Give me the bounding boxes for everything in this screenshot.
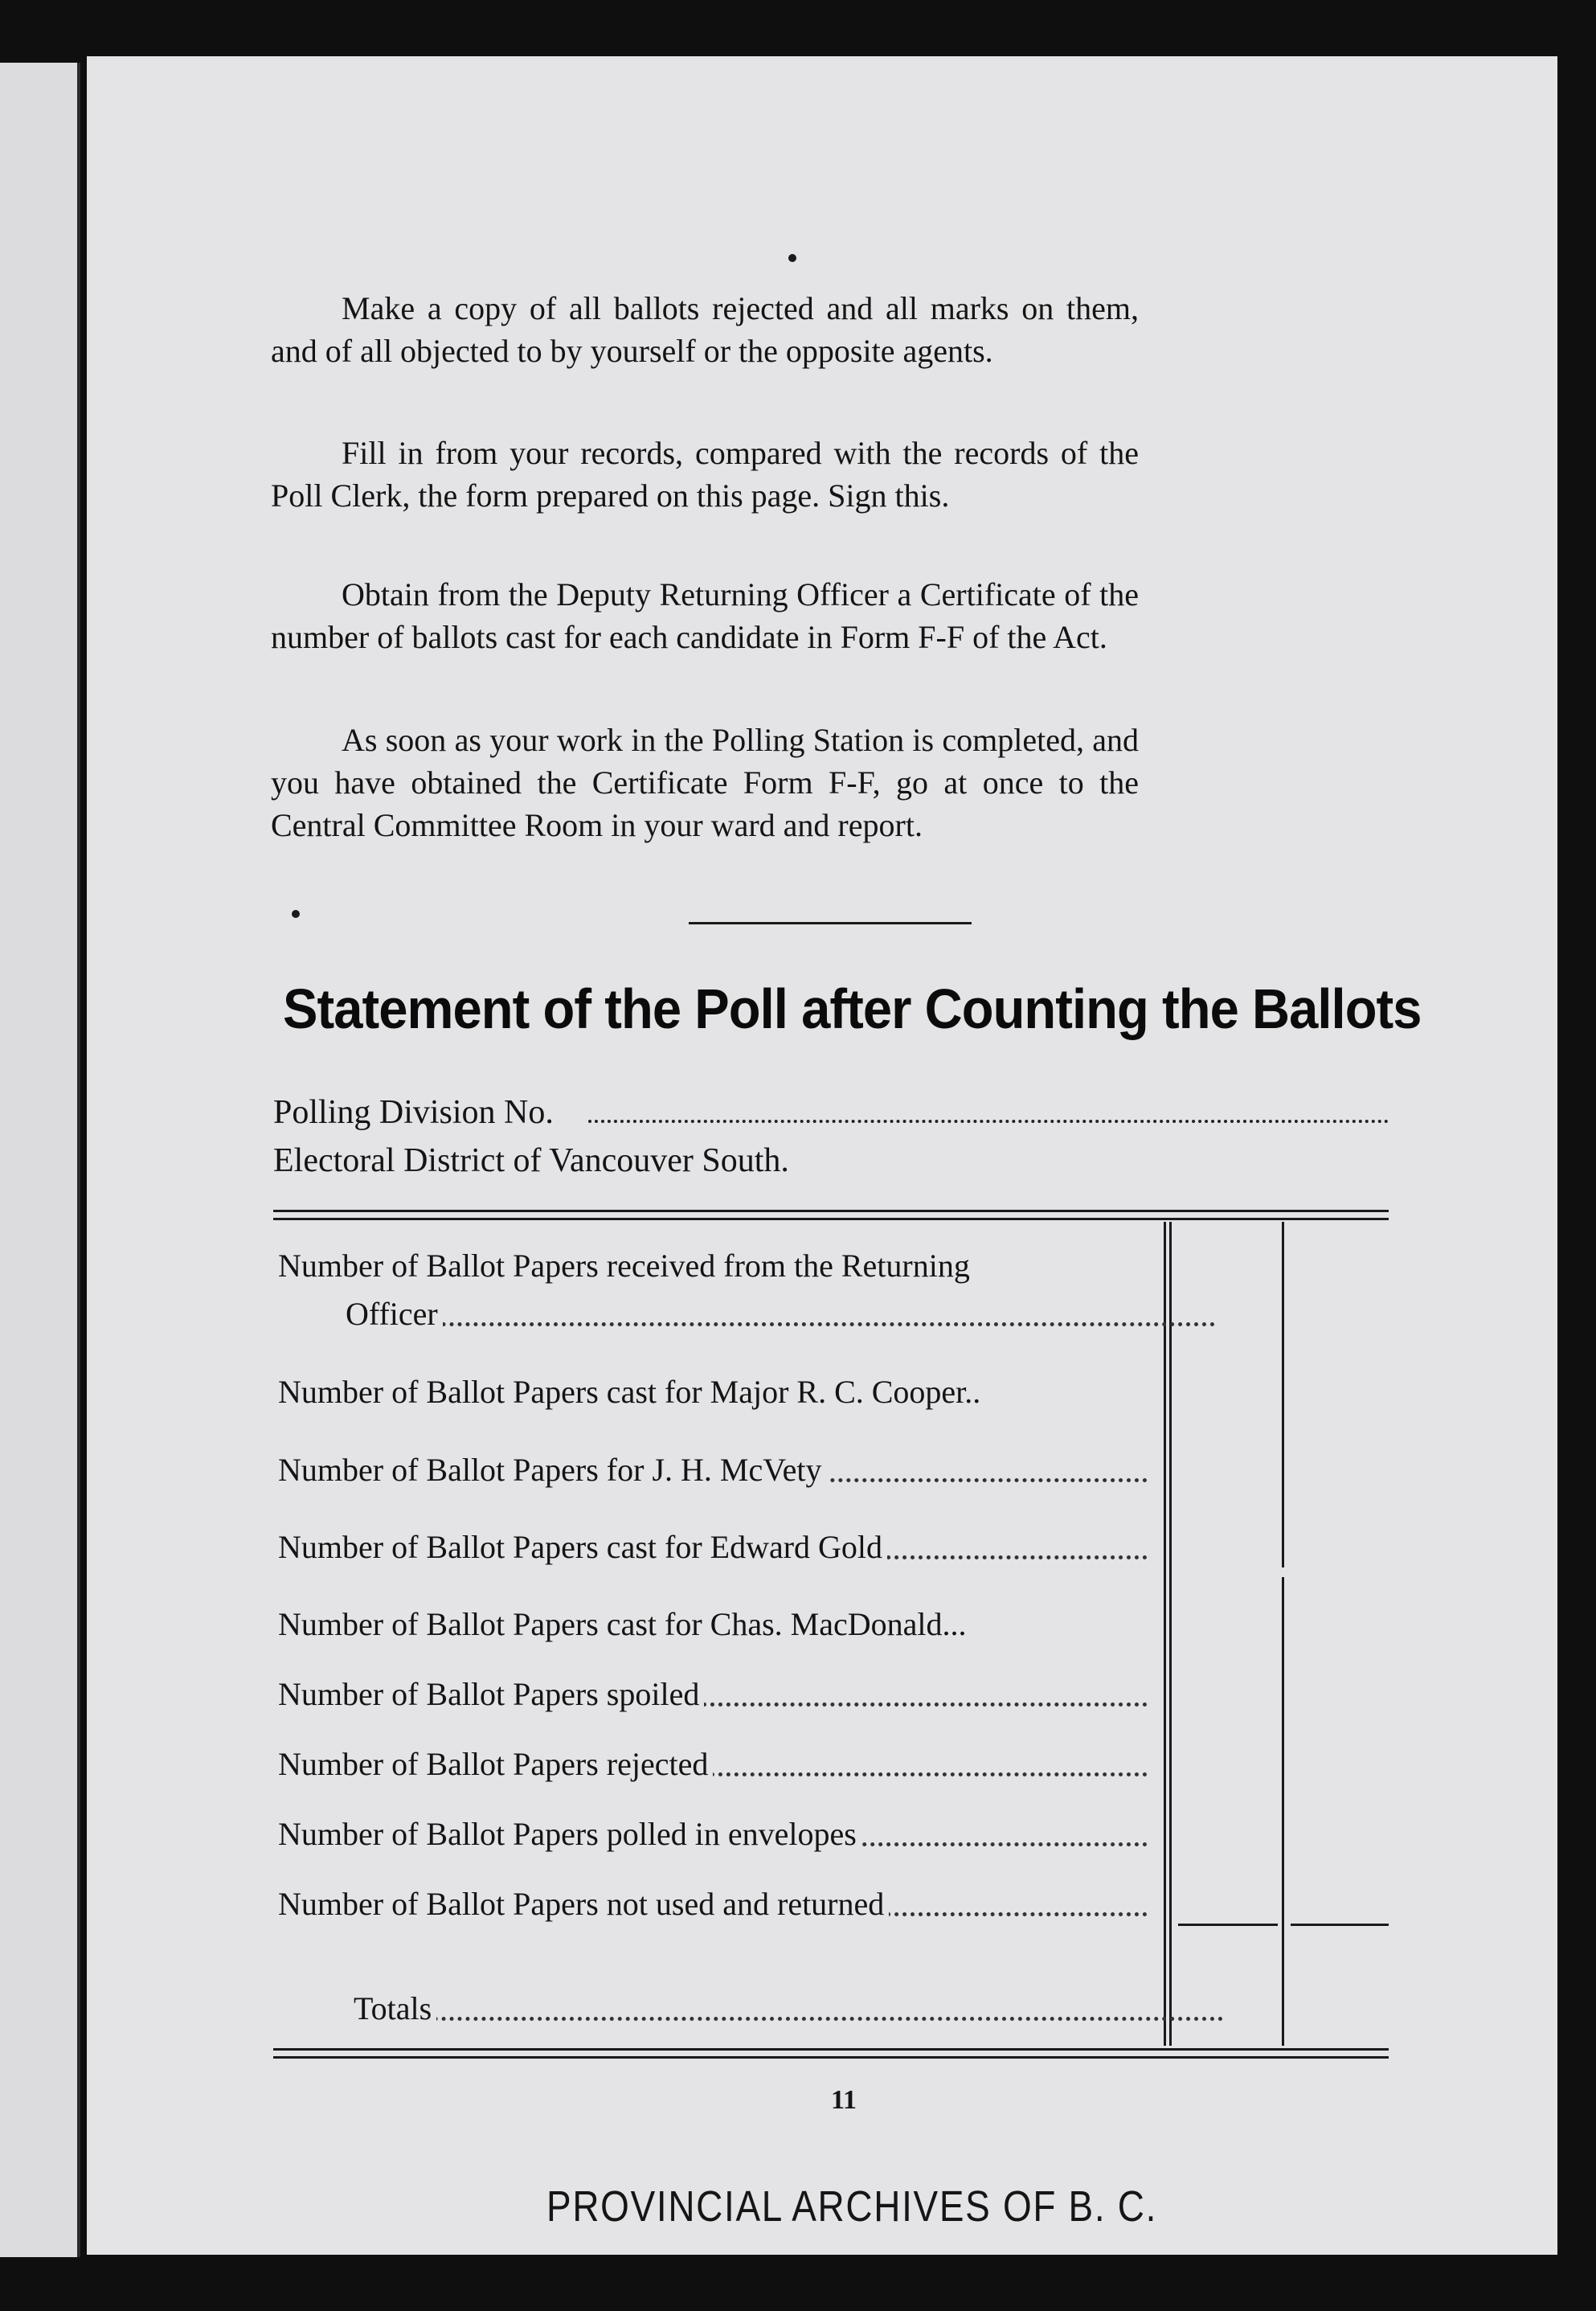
table-row-continuation: [278, 1294, 1215, 1334]
table-top-rule: [273, 1218, 1389, 1220]
row-label: Number of Ballot Papers received from the Returning: [278, 1248, 975, 1284]
dot-leader: [354, 2017, 1223, 2021]
instruction-paragraph: Make a copy of all ballots rejected and all marks on them, and of all objected to by yourself or the opposite agents.: [271, 290, 1139, 369]
electoral-district: Electoral District of Vancouver South.: [273, 1142, 789, 1179]
column-rule: [1282, 1577, 1284, 2046]
table-row: [278, 1604, 1148, 1645]
subtotal-rule: [1178, 1924, 1278, 1926]
table-row: [278, 1527, 1148, 1567]
totals-row: [278, 1989, 1223, 2029]
statement-title: Statement of the Poll after Counting the Ballots: [283, 977, 1422, 1040]
table-row: [278, 1450, 1148, 1490]
table-top-rule: [273, 1210, 1389, 1212]
archive-stamp: PROVINCIAL ARCHIVES OF B. C.: [546, 2182, 1158, 2231]
totals-label: Totals: [354, 1990, 436, 2026]
instruction-paragraph: Fill in from your records, compared with the records of the Poll Clerk, the form prepared on this page. Sign this.: [271, 435, 1139, 514]
table-row: [278, 1744, 1148, 1784]
row-label: Number of Ballot Papers cast for Chas. MacDonald...: [278, 1606, 971, 1642]
ink-dot: [292, 910, 300, 918]
instruction-paragraph: Obtain from the Deputy Returning Officer a Certificate of the number of ballots cast for each candidate in Form F-F of the Act.: [271, 576, 1139, 655]
polling-division-label: Polling Division No.: [273, 1094, 554, 1131]
table-row: [278, 1674, 1148, 1715]
facing-page-edge: [0, 63, 80, 2257]
row-label: Number of Ballot Papers cast for Edward Gold: [278, 1529, 887, 1565]
table-bottom-rule: [273, 2056, 1389, 2059]
table-bottom-rule: [273, 2048, 1389, 2051]
table-row: [278, 1372, 1148, 1412]
column-rule: [1164, 1222, 1166, 2046]
row-label: Number of Ballot Papers for J. H. McVety: [278, 1452, 827, 1488]
table-row: [278, 1246, 1148, 1286]
dot-leader: [346, 1322, 1215, 1326]
table-row: [278, 1884, 1148, 1924]
column-rule: [1169, 1222, 1172, 2046]
instruction-paragraph: As soon as your work in the Polling Station is completed, and you have obtained the Certificate Form F-F, go at once to the Central Committee Room in your ward and report.: [271, 722, 1139, 843]
row-label: Number of Ballot Papers not used and returned: [278, 1886, 889, 1922]
polling-division-fill-line: [588, 1120, 1389, 1123]
row-label: Officer: [346, 1296, 443, 1332]
section-divider: [689, 922, 972, 924]
column-rule: [1282, 1222, 1284, 1567]
page-number: 11: [830, 2085, 857, 2115]
ink-dot: [788, 254, 796, 262]
row-label: Number of Ballot Papers rejected: [278, 1746, 713, 1782]
subtotal-rule: [1291, 1924, 1389, 1926]
row-label: Number of Ballot Papers cast for Major R. C. Cooper..: [278, 1374, 985, 1410]
row-label: Number of Ballot Papers polled in envelopes: [278, 1816, 861, 1852]
table-row: [278, 1814, 1148, 1854]
row-label: Number of Ballot Papers spoiled: [278, 1676, 704, 1712]
